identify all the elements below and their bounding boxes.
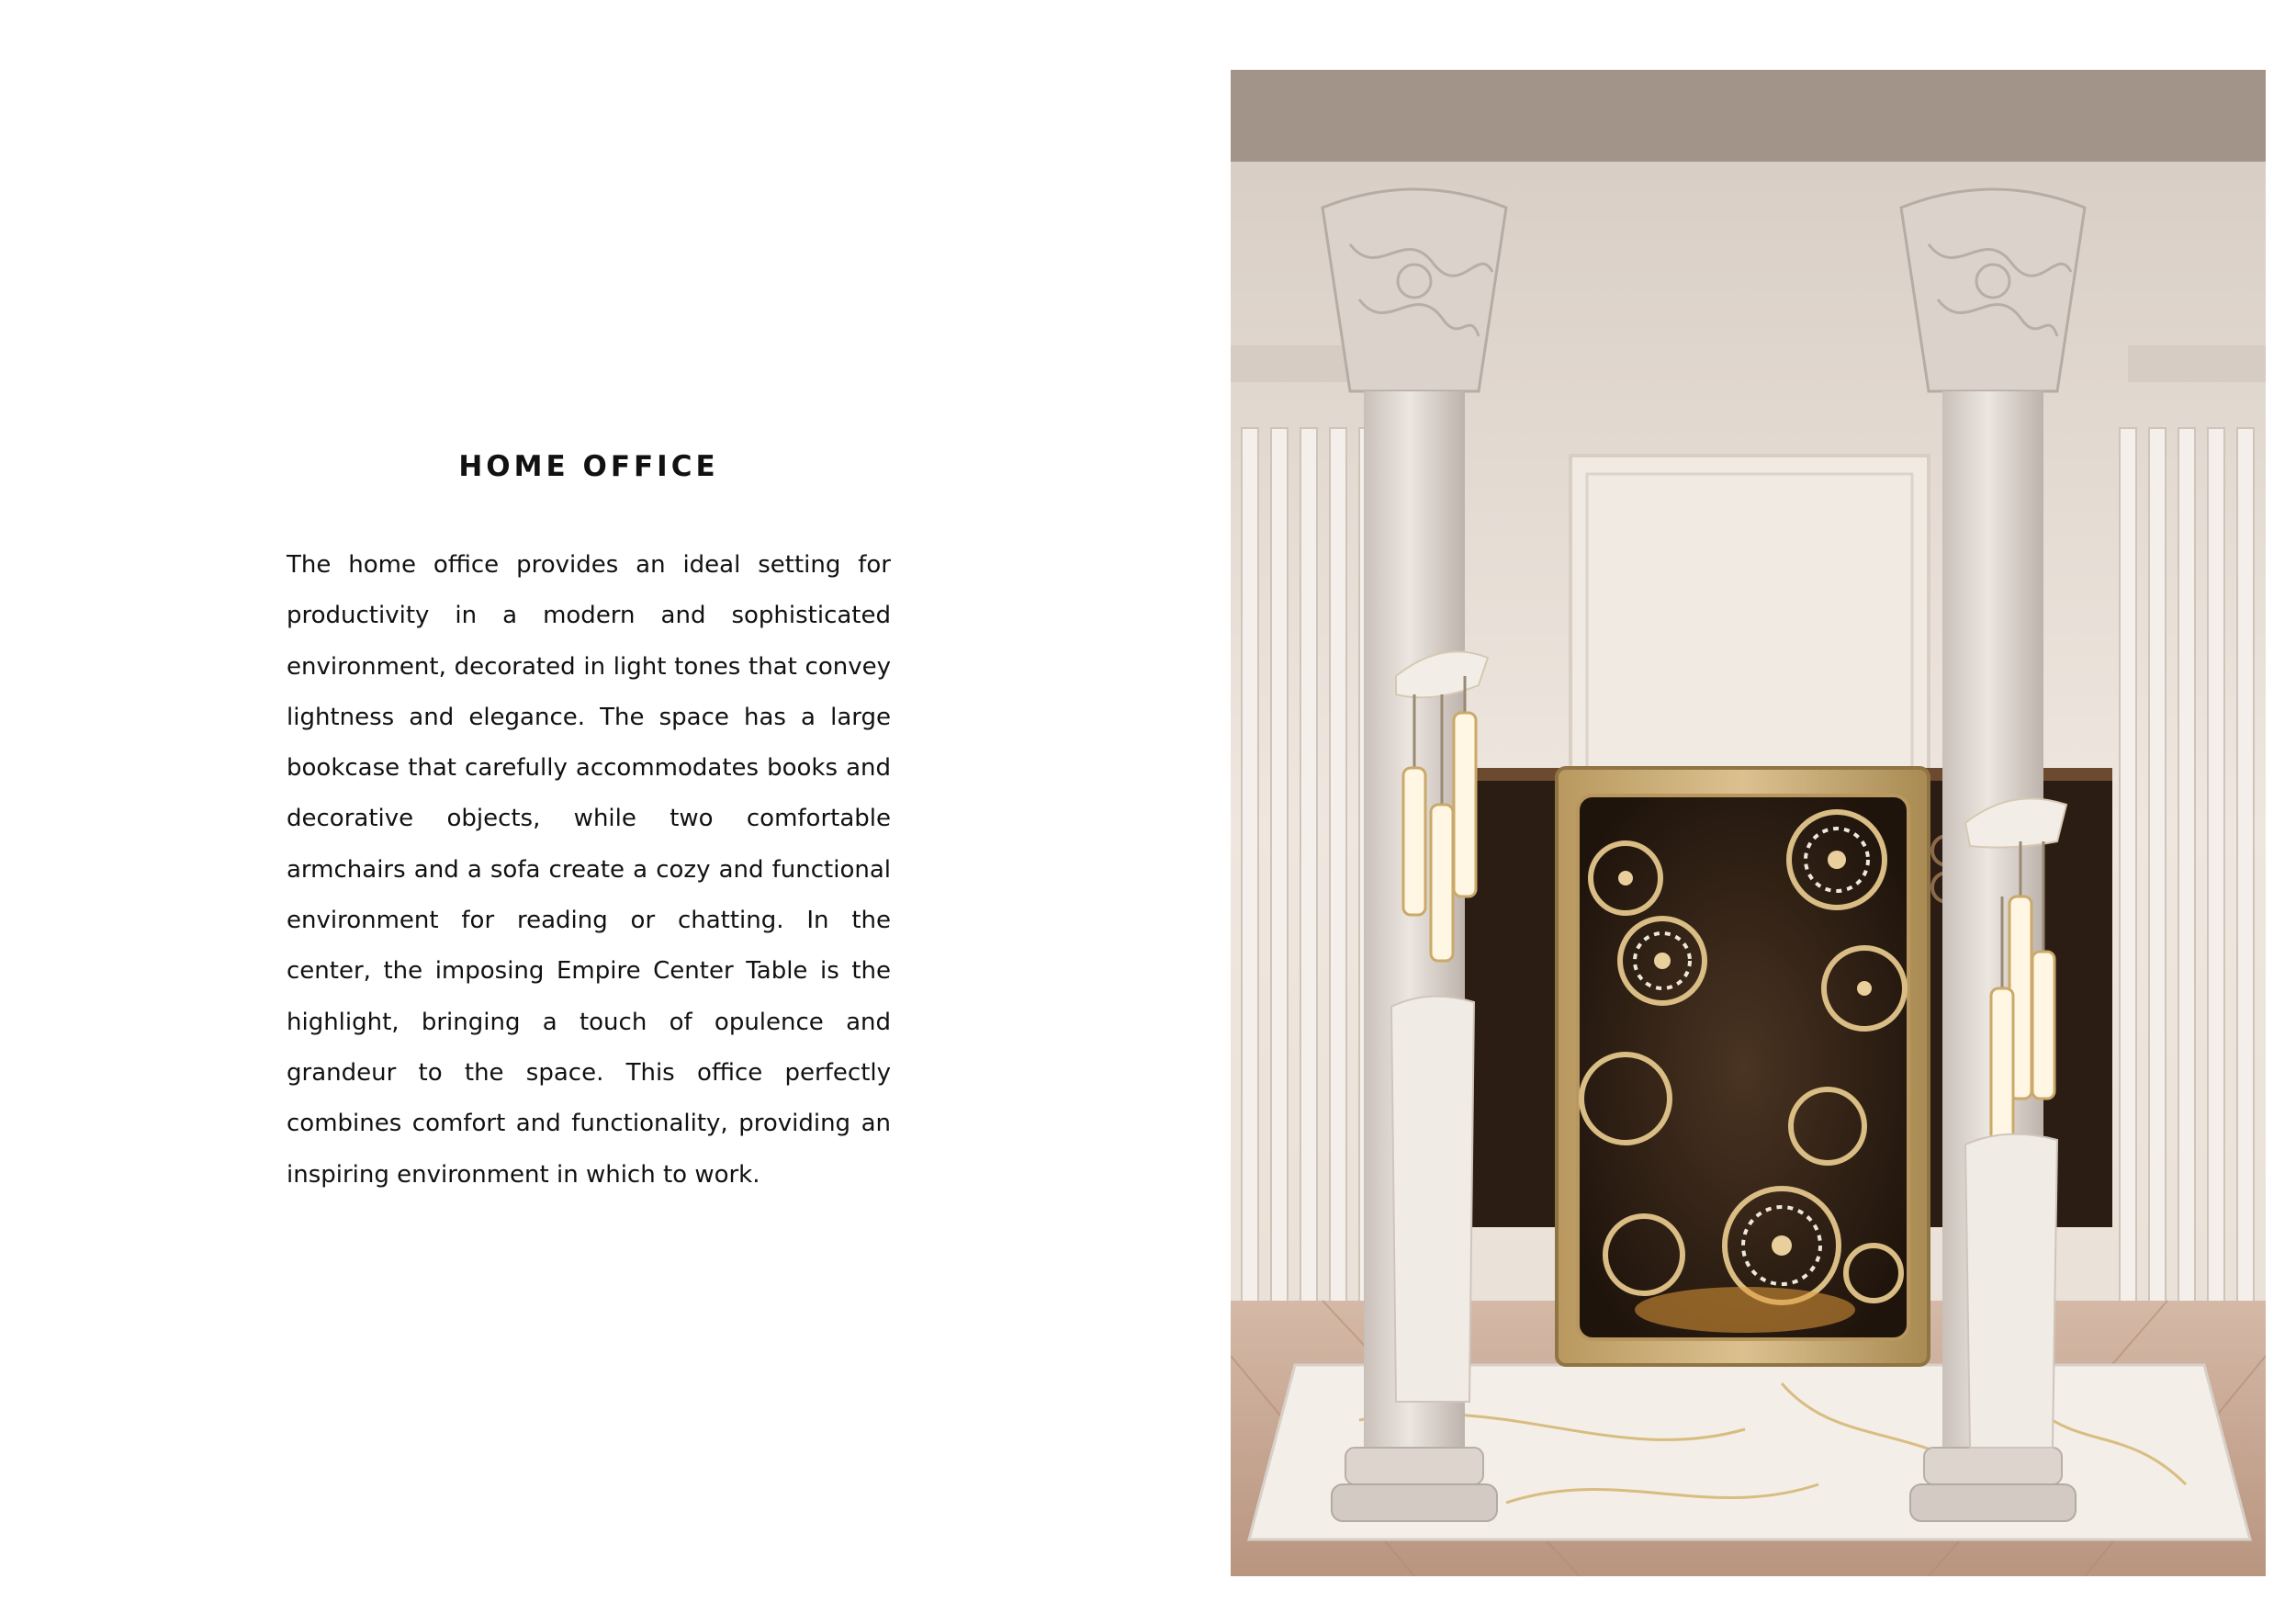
section-description: The home office provides an ideal setting for productivity in a modern and sophisticated environment, decorated in light tones that convey lightness and elegance. The space has a large bookcase that carefully accommodates books and decorative objects, while two comfortable armchairs and a sofa create a cozy and functional environment for reading or chatting. In the center, the imposing Empire Center Table is the highlight, bringing a touch of opulence and grandeur to the space. This office perfectly combines comfort and functionality, providing an inspiring environment in which to work. — [287, 551, 891, 1189]
section-title: HOME OFFICE — [458, 450, 719, 483]
interior-photo-illustration — [1231, 70, 2266, 1576]
interior-photo — [1231, 70, 2266, 1576]
text-column — [287, 450, 891, 1201]
